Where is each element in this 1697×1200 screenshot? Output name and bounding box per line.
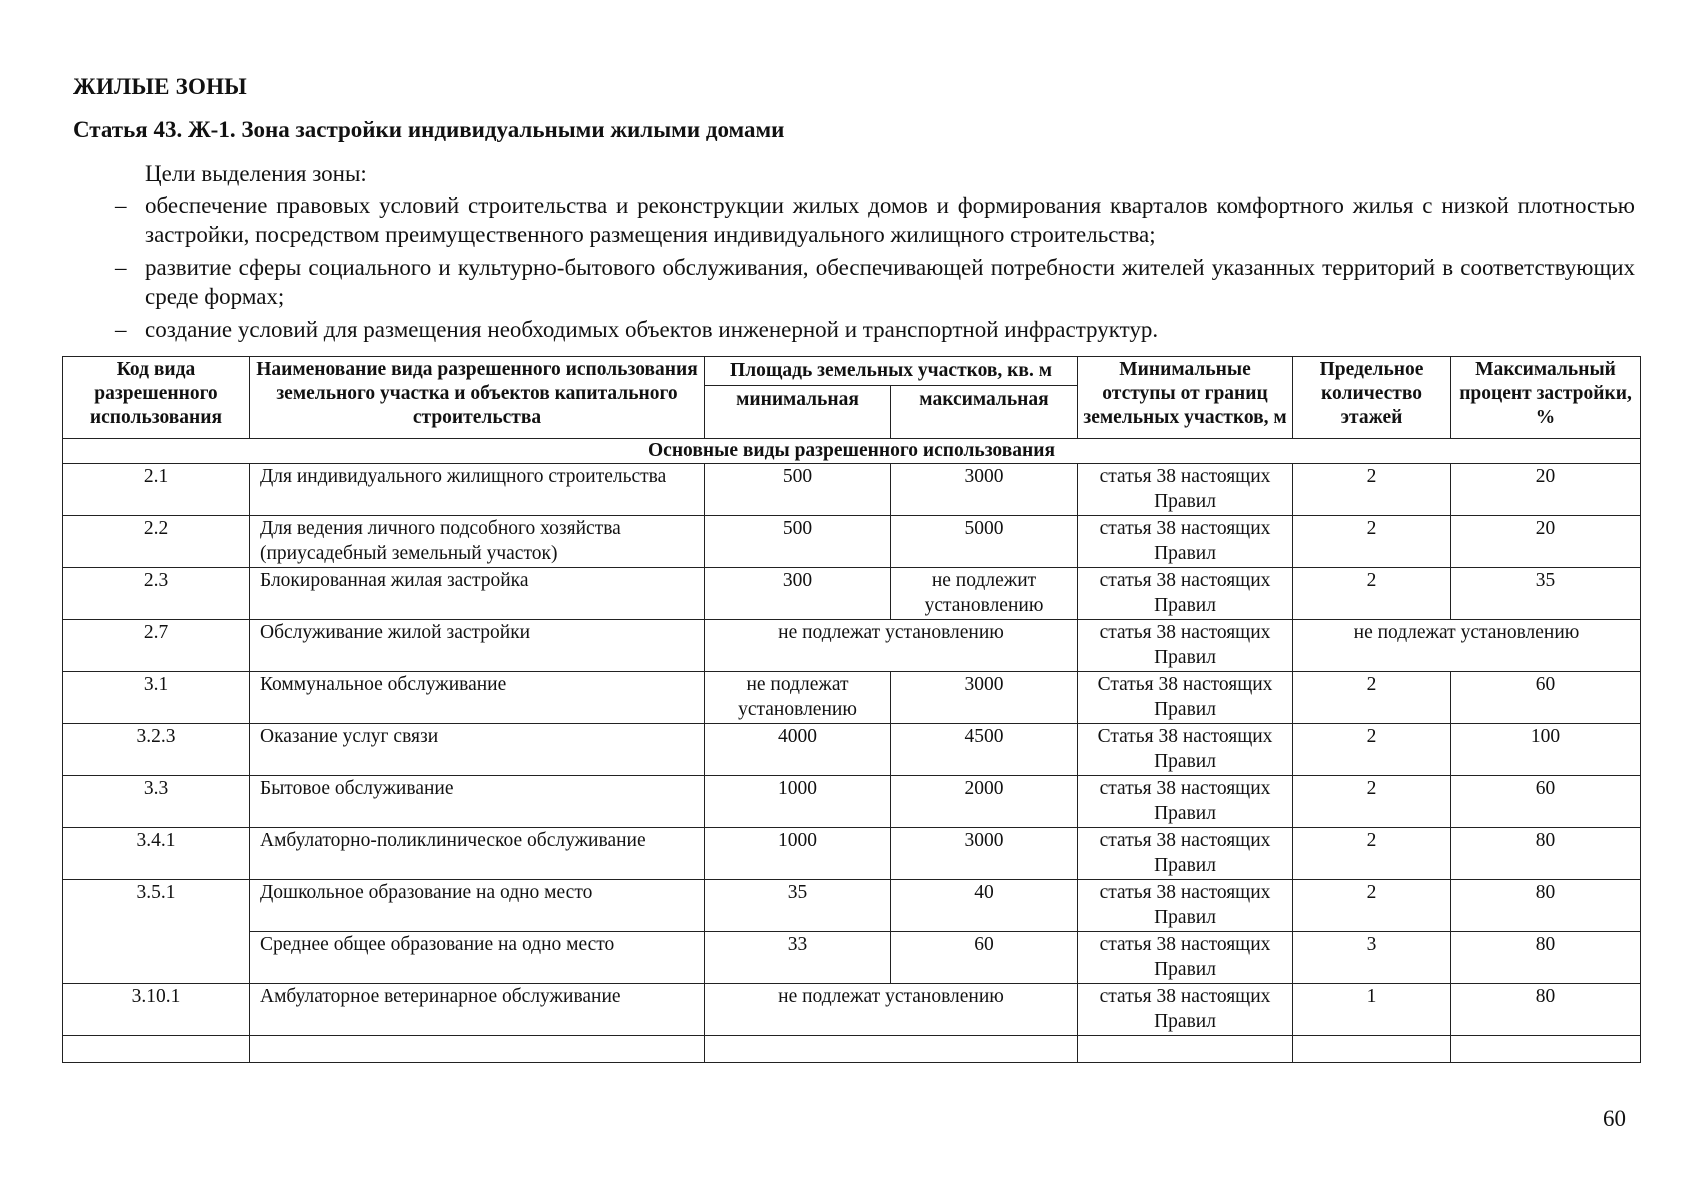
table-header-row (63, 357, 1641, 386)
header-coverage: Максимальный процент застройки, % (1451, 357, 1641, 439)
empty-row (63, 1036, 1641, 1063)
cell-setback: Статья 38 настоящих Правил (1078, 672, 1293, 724)
goal-item (73, 253, 1635, 311)
cell-min: 4000 (705, 724, 891, 776)
goal-text: обеспечение правовых условий строительства и реконструкции жилых домов и формирования кварталов комфортного жилья с низкой плотностью застройки, посредством преимущественного размещения индивидуального жилищного строительства; (145, 193, 1635, 247)
empty-cell (705, 1036, 1078, 1063)
goal-text: развитие сферы социального и культурно-бытового обслуживания, обеспечивающей потребности жителей указанных территорий в соответствующих среде формах; (145, 255, 1635, 309)
cell-min: 35 (705, 880, 891, 932)
cell-code: 3.3 (63, 776, 250, 828)
goals-list (73, 191, 1635, 348)
cell-setback: Статья 38 настоящих Правил (1078, 724, 1293, 776)
empty-cell (1078, 1036, 1293, 1063)
cell-max: 5000 (891, 516, 1078, 568)
cell-min: 1000 (705, 776, 891, 828)
cell-coverage: 20 (1451, 516, 1641, 568)
cell-max: не подлежит установлению (891, 568, 1078, 620)
cell-min: 33 (705, 932, 891, 984)
header-area-min: минимальная (705, 386, 891, 439)
cell-setback: статья 38 настоящих Правил (1078, 828, 1293, 880)
cell-name: Коммунальное обслуживание (250, 672, 705, 724)
cell-coverage: 35 (1451, 568, 1641, 620)
empty-cell (1451, 1036, 1641, 1063)
cell-code: 2.7 (63, 620, 250, 672)
cell-coverage: 20 (1451, 464, 1641, 516)
cell-max: 60 (891, 932, 1078, 984)
cell-min: не подлежат установлению (705, 672, 891, 724)
table-row (63, 516, 1641, 568)
cell-code: 2.3 (63, 568, 250, 620)
cell-floors: 3 (1293, 932, 1451, 984)
table-row (63, 776, 1641, 828)
cell-floors: 2 (1293, 776, 1451, 828)
cell-max: 4500 (891, 724, 1078, 776)
cell-code: 3.10.1 (63, 984, 250, 1036)
cell-setback: статья 38 настоящих Правил (1078, 776, 1293, 828)
group-row (63, 439, 1641, 464)
cell-floors: 2 (1293, 724, 1451, 776)
cell-floors-coverage-merged: не подлежат установлению (1293, 620, 1641, 672)
cell-max: 2000 (891, 776, 1078, 828)
table-row (63, 464, 1641, 516)
cell-name: Дошкольное образование на одно место (250, 880, 705, 932)
cell-setback: статья 38 настоящих Правил (1078, 516, 1293, 568)
cell-name: Бытовое обслуживание (250, 776, 705, 828)
table-row (63, 672, 1641, 724)
section-title: ЖИЛЫЕ ЗОНЫ (73, 74, 247, 99)
table-row (63, 880, 1641, 932)
cell-floors: 2 (1293, 516, 1451, 568)
table-row (63, 724, 1641, 776)
cell-name: Амбулаторно-поликлиническое обслуживание (250, 828, 705, 880)
cell-setback: статья 38 настоящих Правил (1078, 568, 1293, 620)
bullet-dash: – (115, 317, 127, 342)
cell-name: Для индивидуального жилищного строительства (250, 464, 705, 516)
table-row (63, 568, 1641, 620)
cell-floors: 2 (1293, 568, 1451, 620)
cell-code: 3.2.3 (63, 724, 250, 776)
cell-area-merged: не подлежат установлению (705, 984, 1078, 1036)
cell-coverage: 80 (1451, 984, 1641, 1036)
header-name: Наименование вида разрешенного использования земельного участка и объектов капитального строительства (250, 357, 705, 439)
bullet-dash: – (115, 255, 127, 280)
cell-area-merged: не подлежат установлению (705, 620, 1078, 672)
cell-name: Оказание услуг связи (250, 724, 705, 776)
cell-max: 3000 (891, 672, 1078, 724)
empty-cell (63, 1036, 250, 1063)
header-floors: Предельное количество этажей (1293, 357, 1451, 439)
goal-item (73, 191, 1635, 249)
bullet-dash: – (115, 193, 127, 218)
cell-code: 3.5.1 (63, 880, 250, 984)
cell-code: 2.1 (63, 464, 250, 516)
cell-setback: статья 38 настоящих Правил (1078, 880, 1293, 932)
table-row (63, 828, 1641, 880)
cell-setback: статья 38 настоящих Правил (1078, 984, 1293, 1036)
cell-coverage: 80 (1451, 828, 1641, 880)
page-number: 60 (1603, 1106, 1626, 1131)
cell-coverage: 80 (1451, 932, 1641, 984)
cell-setback: статья 38 настоящих Правил (1078, 932, 1293, 984)
cell-min: 500 (705, 516, 891, 568)
cell-max: 3000 (891, 828, 1078, 880)
table-row (63, 932, 1641, 984)
cell-name: Амбулаторное ветеринарное обслуживание (250, 984, 705, 1036)
cell-floors: 2 (1293, 672, 1451, 724)
cell-setback: статья 38 настоящих Правил (1078, 464, 1293, 516)
header-area-max: максимальная (891, 386, 1078, 439)
cell-floors: 2 (1293, 880, 1451, 932)
empty-cell (1293, 1036, 1451, 1063)
goals-heading: Цели выделения зоны: (145, 161, 367, 186)
cell-coverage: 60 (1451, 672, 1641, 724)
cell-name: Блокированная жилая застройка (250, 568, 705, 620)
cell-name: Обслуживание жилой застройки (250, 620, 705, 672)
cell-max: 3000 (891, 464, 1078, 516)
header-setbacks: Минимальные отступы от границ земельных участков, м (1078, 357, 1293, 439)
cell-code: 3.4.1 (63, 828, 250, 880)
cell-name: Для ведения личного подсобного хозяйства (приусадебный земельный участок) (250, 516, 705, 568)
cell-coverage: 80 (1451, 880, 1641, 932)
cell-floors: 1 (1293, 984, 1451, 1036)
cell-name: Среднее общее образование на одно место (250, 932, 705, 984)
cell-min: 300 (705, 568, 891, 620)
header-code: Код вида разрешенного использования (63, 357, 250, 439)
cell-coverage: 60 (1451, 776, 1641, 828)
land-use-table (62, 356, 1641, 1063)
cell-floors: 2 (1293, 828, 1451, 880)
article-title: Статья 43. Ж-1. Зона застройки индивидуальными жилыми домами (73, 117, 785, 142)
table-row (63, 620, 1641, 672)
goal-text: создание условий для размещения необходимых объектов инженерной и транспортной инфраструктур. (145, 317, 1159, 342)
cell-min: 500 (705, 464, 891, 516)
goal-item (73, 315, 1635, 344)
cell-max: 40 (891, 880, 1078, 932)
empty-cell (250, 1036, 705, 1063)
group-title: Основные виды разрешенного использования (63, 439, 1641, 464)
cell-coverage: 100 (1451, 724, 1641, 776)
table-row (63, 984, 1641, 1036)
cell-setback: статья 38 настоящих Правил (1078, 620, 1293, 672)
cell-floors: 2 (1293, 464, 1451, 516)
header-area: Площадь земельных участков, кв. м (705, 357, 1078, 386)
cell-code: 2.2 (63, 516, 250, 568)
cell-code: 3.1 (63, 672, 250, 724)
cell-min: 1000 (705, 828, 891, 880)
